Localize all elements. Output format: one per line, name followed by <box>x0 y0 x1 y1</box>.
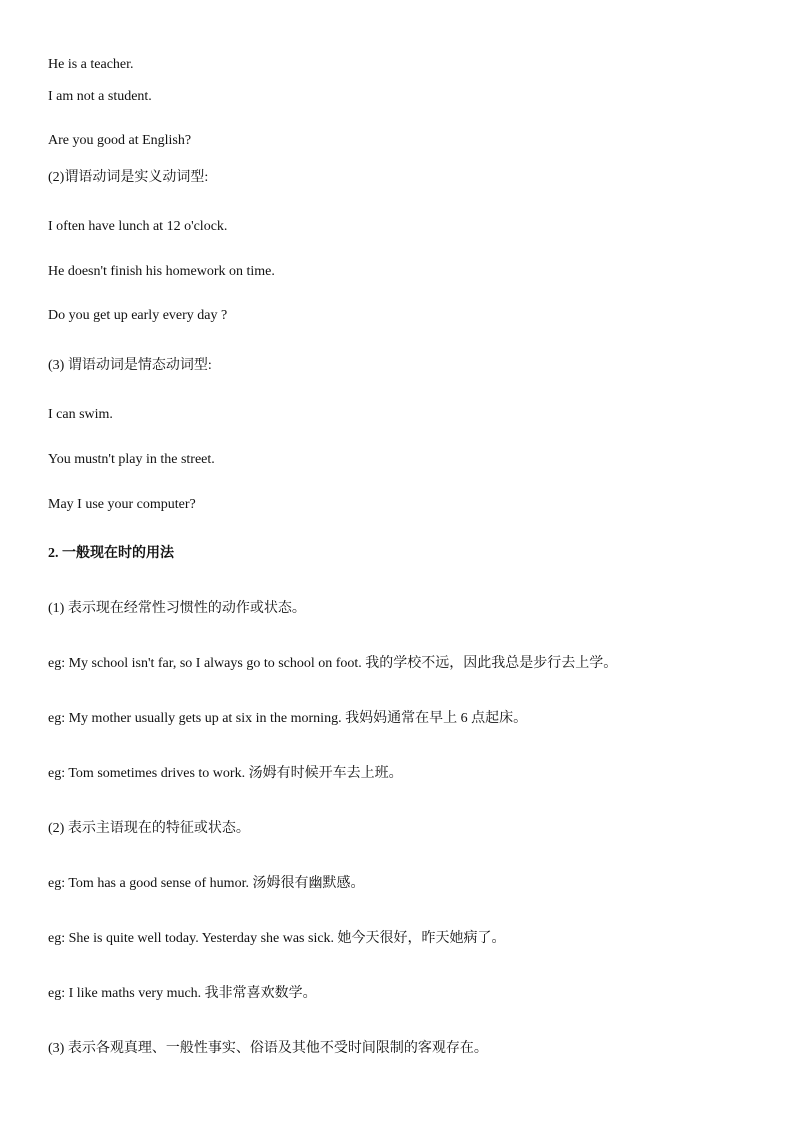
text-line-2: I am not a student. <box>48 89 152 104</box>
text-line-6: He doesn't finish his homework on time. <box>48 264 275 279</box>
text-line-4: (2)谓语动词是实义动词型: <box>48 170 209 185</box>
section-heading: 2. 一般现在时的用法 <box>48 546 174 561</box>
text-line-20: eg: I like maths very much. 我非常喜欢数学。 <box>48 986 317 1001</box>
text-line-5: I often have lunch at 12 o'clock. <box>48 219 228 234</box>
text-line-17: (2) 表示主语现在的特征或状态。 <box>48 821 250 836</box>
text-line-9: I can swim. <box>48 407 113 422</box>
text-line-19: eg: She is quite well today. Yesterday she was sick. 她今天很好，昨天她病了。 <box>48 931 506 946</box>
text-line-15: eg: My mother usually gets up at six in the morning. 我妈妈通常在早上 6 点起床。 <box>48 711 528 726</box>
text-line-13: (1) 表示现在经常性习惯性的动作或状态。 <box>48 601 306 616</box>
text-line-11: May I use your computer? <box>48 497 196 512</box>
text-line-3: Are you good at English? <box>48 133 192 148</box>
text-line-10: You mustn't play in the street. <box>48 452 215 467</box>
text-line-16: eg: Tom sometimes drives to work. 汤姆有时候开车去上班。 <box>48 766 403 781</box>
text-line-18: eg: Tom has a good sense of humor. 汤姆很有幽默感。 <box>48 876 365 891</box>
text-line-21: (3) 表示各观真理、一般性事实、俗语及其他不受时间限制的客观存在。 <box>48 1041 488 1056</box>
text-line-8: (3) 谓语动词是情态动词型: <box>48 358 212 373</box>
text-line-14: eg: My school isn't far, so I always go to school on foot. 我的学校不远，因此我总是步行去上学。 <box>48 656 618 671</box>
text-line-7: Do you get up early every day ? <box>48 308 228 323</box>
text-line-1: He is a teacher. <box>48 57 134 72</box>
